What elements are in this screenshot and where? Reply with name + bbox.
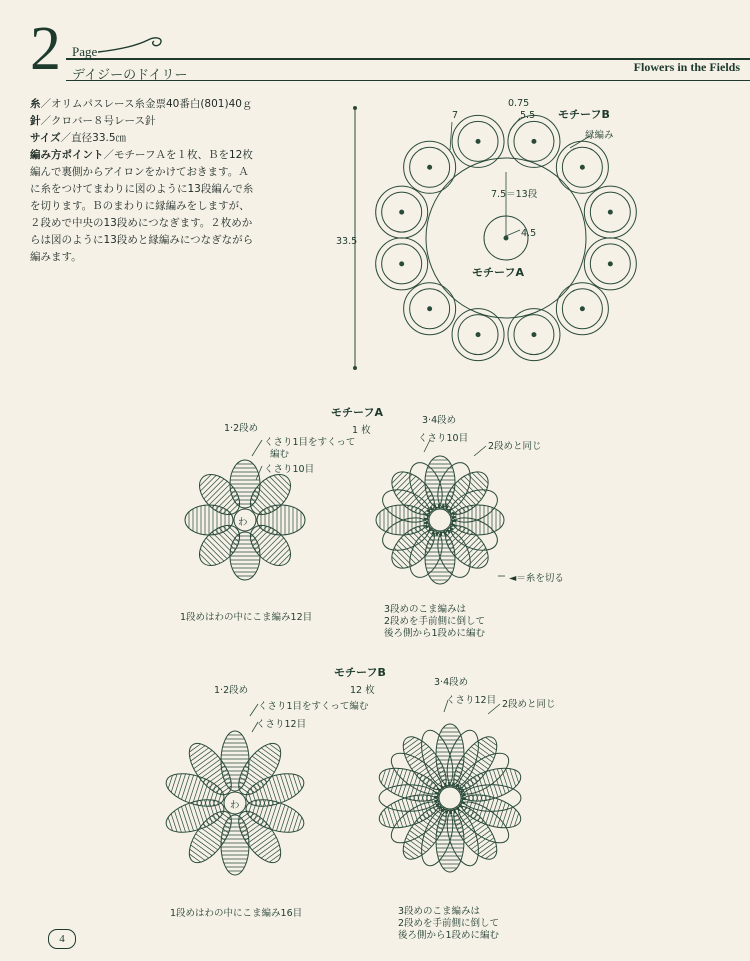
petal-stitch	[209, 484, 230, 505]
motif-a-ch10: くさり10目	[264, 464, 315, 475]
front-petal	[221, 731, 249, 791]
motif-b-center-dot	[532, 333, 536, 337]
petal-stitch	[178, 809, 186, 833]
petal-stitch	[461, 541, 482, 562]
motif-b-ch12b: くさり12目	[446, 695, 497, 706]
motif-b-center-dot	[476, 333, 480, 337]
motif-a-round34-label: 3·4段め	[422, 415, 457, 426]
petal-stitch	[257, 532, 278, 553]
petal-stitch	[486, 851, 497, 859]
petal-stitch	[206, 538, 227, 559]
petal-stitch	[404, 484, 425, 505]
petal-stitch	[174, 811, 181, 832]
petal-stitch	[403, 851, 414, 859]
petal-stitch	[471, 834, 492, 849]
petal-stitch	[280, 774, 288, 799]
petal-stitch	[252, 756, 274, 772]
petal-outline	[231, 804, 289, 869]
petal-stitch	[408, 747, 429, 762]
petal-stitch	[265, 746, 280, 757]
petal-stitch	[273, 803, 282, 830]
petal-outline	[181, 804, 239, 869]
motif-a-skip-note: くさり1目をすくって	[264, 437, 356, 448]
petal-stitch	[489, 799, 498, 826]
petal-stitch	[260, 484, 281, 505]
petal-outline	[181, 737, 239, 802]
motif-b-skip-note: くさり1目をすくって編む	[258, 701, 369, 712]
petal-stitch	[461, 479, 482, 500]
motif-b-center-dot	[400, 210, 404, 214]
petal-stitch	[398, 770, 406, 796]
petal-stitch	[477, 472, 488, 483]
petal-stitch	[266, 479, 286, 499]
petal-stitch	[215, 490, 235, 510]
petal-stitch	[276, 805, 284, 831]
petal-stitch	[394, 474, 412, 492]
motif-a-round34-diagram	[376, 456, 504, 584]
petal-stitch	[255, 753, 276, 769]
petal-stitch	[402, 799, 411, 826]
petal-stitch	[253, 494, 271, 512]
flower-center-ring	[439, 787, 461, 809]
petal-stitch	[458, 538, 479, 559]
petal-stitch	[203, 766, 225, 782]
motif-b-center-dot	[608, 210, 612, 214]
page-word: Page	[72, 44, 98, 59]
front-petal	[231, 737, 289, 802]
petal-outline	[221, 731, 249, 791]
motif-b-ch12: くさり12目	[256, 719, 307, 730]
motif-a-count: 1 枚	[352, 425, 371, 436]
petal-stitch	[468, 750, 490, 766]
petal-stitch	[279, 554, 291, 566]
spec-point: 編み方ポイント／モチーフＡを１枚、Ｂを12枚	[30, 149, 253, 161]
cut-yarn-legend: ◄＝糸を切る	[509, 573, 564, 584]
petal-stitch	[252, 834, 274, 850]
petal-stitch	[255, 837, 276, 853]
flower-center-ring	[429, 509, 451, 531]
petal-stitch	[189, 776, 198, 803]
petal-stitch	[250, 759, 273, 775]
petal-stitch	[174, 774, 181, 795]
petal-stitch	[452, 487, 473, 508]
motif-a-note-left: 1段めはわの中にこま編み12目	[180, 612, 313, 623]
petal-stitch	[284, 774, 292, 798]
petal-stitch	[212, 487, 233, 508]
petal-stitch	[219, 528, 237, 546]
front-petal	[181, 804, 239, 869]
petal-stitch	[501, 768, 509, 791]
petal-stitch	[455, 484, 476, 505]
front-petal	[230, 460, 260, 508]
petal-stitch	[477, 557, 488, 568]
petal-stitch	[196, 756, 218, 772]
dim-7-5: 7.5＝13段	[491, 189, 538, 200]
motif-b-title: モチーフB	[334, 666, 386, 679]
leader-a-ch10	[256, 466, 262, 480]
ring-mark-b: わ	[230, 800, 240, 811]
petal-stitch	[399, 479, 420, 500]
spec-point-line: を切ります。Ｂのまわりに縁編みをしますが、	[30, 200, 250, 212]
petal-stitch	[493, 800, 501, 826]
petal-stitch	[391, 804, 399, 827]
petal-stitch	[481, 739, 496, 750]
petal-stitch	[200, 554, 212, 566]
motif-a-same2: 2段めと同じ	[488, 441, 542, 452]
petal-stitch	[289, 811, 296, 832]
spec-point-line: 編んで裏側からアイロンをかけておきます。Ａ	[30, 166, 249, 178]
dim-7: 7	[452, 110, 459, 121]
petal-stitch	[198, 830, 221, 846]
leader-a-skip	[252, 440, 262, 456]
motif-a-label: モチーフA	[472, 266, 524, 279]
series-title: Flowers in the Fields	[633, 60, 740, 74]
dim-0-75: 0.75	[508, 98, 530, 109]
petal-stitch	[250, 830, 273, 846]
spec-yarn: 糸／オリムパスレース糸金票40番白(801)40ｇ	[30, 98, 253, 110]
dimension-leader-7	[450, 122, 452, 150]
petal-stitch	[185, 805, 193, 831]
petal-stitch	[280, 807, 288, 832]
petal-stitch	[181, 807, 189, 832]
dimension-dot-bottom	[353, 366, 357, 370]
petal-stitch	[404, 739, 419, 750]
petal-stitch	[209, 535, 230, 556]
petal-stitch	[468, 548, 486, 566]
motif-b-center-dot	[580, 307, 584, 311]
petal-stitch	[215, 530, 235, 550]
petal-stitch	[190, 849, 205, 860]
petal-stitch	[196, 834, 218, 850]
front-petal	[230, 532, 260, 580]
petal-stitch	[468, 474, 486, 492]
petal-stitch	[189, 803, 198, 830]
front-petal	[185, 505, 233, 535]
petal-stitch	[391, 768, 399, 791]
petal-stitch	[468, 830, 490, 846]
petal-stitch	[269, 854, 280, 862]
petal-stitch	[247, 762, 270, 778]
dim-4-5: 4.5	[521, 228, 537, 239]
petal-stitch	[263, 538, 284, 559]
spec-size: サイズ／直径33.5㎝	[30, 132, 127, 144]
petal-stitch	[200, 762, 223, 778]
ring-mark-a: わ	[238, 517, 248, 528]
petal-stitch	[255, 530, 275, 550]
petal-stitch	[455, 535, 476, 556]
petal-stitch	[185, 775, 193, 801]
petal-stitch	[401, 481, 422, 502]
petal-stitch	[194, 753, 215, 769]
motif-b-center-dot	[400, 262, 404, 266]
petal-stitch	[276, 775, 284, 801]
petal-stitch	[481, 846, 496, 857]
petal-stitch	[200, 827, 223, 843]
petal-stitch	[273, 776, 282, 803]
petal-stitch	[247, 827, 270, 843]
dimension-dot-top	[353, 106, 357, 110]
front-petal	[242, 793, 308, 838]
page-title: デイジーのドイリー	[72, 68, 188, 83]
petal-stitch	[452, 532, 473, 553]
petal-stitch	[270, 477, 288, 495]
petal-stitch	[200, 475, 212, 487]
petal-stitch	[407, 487, 428, 508]
petal-stitch	[410, 830, 432, 846]
petal-outline	[221, 815, 249, 875]
petal-stitch	[255, 490, 275, 510]
petal-stitch	[489, 771, 498, 798]
petal-stitch	[403, 737, 414, 745]
petal-stitch	[202, 545, 220, 563]
front-petal	[162, 767, 228, 812]
petal-stitch	[284, 809, 292, 833]
petal-stitch	[392, 557, 403, 568]
motif-b-center-dot	[580, 165, 584, 169]
petal-stitch	[178, 774, 186, 798]
spec-needle: 針／クロバー８号レース針	[30, 115, 156, 127]
petal-stitch	[257, 487, 278, 508]
motif-b-note-left: 1段めはわの中にこま編み16目	[170, 908, 303, 919]
petal-stitch	[260, 535, 281, 556]
petal-stitch	[198, 759, 221, 775]
petal-stitch	[219, 494, 237, 512]
petal-stitch	[399, 541, 420, 562]
petal-stitch	[493, 770, 501, 796]
footer-page-number: 4	[48, 929, 76, 949]
motif-a-title: モチーフA	[331, 406, 383, 419]
petal-stitch	[181, 774, 189, 799]
front-petal	[231, 804, 289, 869]
motif-a-skip-note2: 編む	[270, 449, 290, 460]
petal-stitch	[398, 800, 406, 826]
petal-stitch	[402, 771, 411, 798]
motif-b-center-dot	[428, 307, 432, 311]
petal-stitch	[408, 834, 429, 849]
petal-stitch	[266, 541, 286, 561]
page-number-large: 2	[30, 15, 61, 83]
petal-stitch	[404, 846, 419, 857]
petal-stitch	[194, 837, 215, 853]
petal-stitch	[270, 545, 288, 563]
front-petal	[181, 737, 239, 802]
motif-b-same2: 2段めと同じ	[502, 699, 556, 710]
petal-stitch	[407, 532, 428, 553]
dimension-line-inner	[506, 230, 520, 236]
petal-stitch	[204, 541, 224, 561]
petal-stitch	[501, 804, 509, 827]
leader-b-skip	[250, 704, 258, 716]
leader-a-same	[474, 446, 486, 456]
front-petal	[221, 815, 249, 875]
spec-point-line: に糸をつけてまわりに図のように13段編んで糸	[30, 183, 254, 195]
petal-stitch	[206, 481, 227, 502]
motif-a-round12-label: 1·2段め	[224, 423, 259, 434]
petal-outline	[231, 737, 289, 802]
motif-b-round12-label: 1·2段め	[214, 685, 249, 696]
motif-b-center-dot	[608, 262, 612, 266]
petal-stitch	[263, 481, 284, 502]
petal-stitch	[392, 472, 403, 483]
petal-stitch	[212, 532, 233, 553]
spec-point-line: 編みます。	[30, 251, 82, 263]
motif-a-ch10b: くさり10目	[418, 433, 469, 444]
petal-stitch	[394, 548, 412, 566]
petal-stitch	[202, 477, 220, 495]
edging-label: 縁編み	[585, 130, 614, 141]
motif-b-center-dot	[476, 139, 480, 143]
spec-point-line: ２段めで中央の13段めにつなぎます。２枚めか	[30, 217, 253, 229]
petal-stitch	[410, 750, 432, 766]
motif-b-count: 12 枚	[350, 685, 375, 696]
petal-stitch	[279, 475, 291, 487]
petal-stitch	[404, 535, 425, 556]
motif-b-label: モチーフB	[558, 108, 610, 121]
petal-stitch	[265, 849, 280, 860]
petal-stitch	[289, 774, 296, 795]
spec-point-line: らは図のように13段めと縁編みにつなぎながら	[30, 234, 254, 246]
motif-b-round34-diagram	[375, 724, 524, 872]
dim-5-5: 5.5	[520, 110, 536, 121]
dim-33-5: 33.5	[336, 236, 358, 247]
motif-b-center-dot	[532, 139, 536, 143]
front-petal	[162, 793, 228, 838]
petal-stitch	[190, 746, 205, 757]
front-petal	[242, 767, 308, 812]
motif-b-center-dot	[428, 165, 432, 169]
petal-stitch	[486, 737, 497, 745]
petal-stitch	[204, 479, 224, 499]
motif-b-note-right: 3段めのこま編みは 2段めを手前側に倒して 後ろ側から1段めに編む	[398, 906, 500, 941]
motif-a-note-right: 3段めのこま編みは 2段めを手前側に倒して 後ろ側から1段めに編む	[384, 604, 486, 639]
petal-stitch	[189, 854, 200, 862]
petal-stitch	[253, 528, 271, 546]
motif-b-round34-label: 3·4段め	[434, 677, 469, 688]
petal-stitch	[471, 747, 492, 762]
petal-stitch	[189, 744, 200, 752]
front-petal	[257, 505, 305, 535]
petal-stitch	[269, 744, 280, 752]
petal-stitch	[401, 538, 422, 559]
petal-stitch	[458, 481, 479, 502]
